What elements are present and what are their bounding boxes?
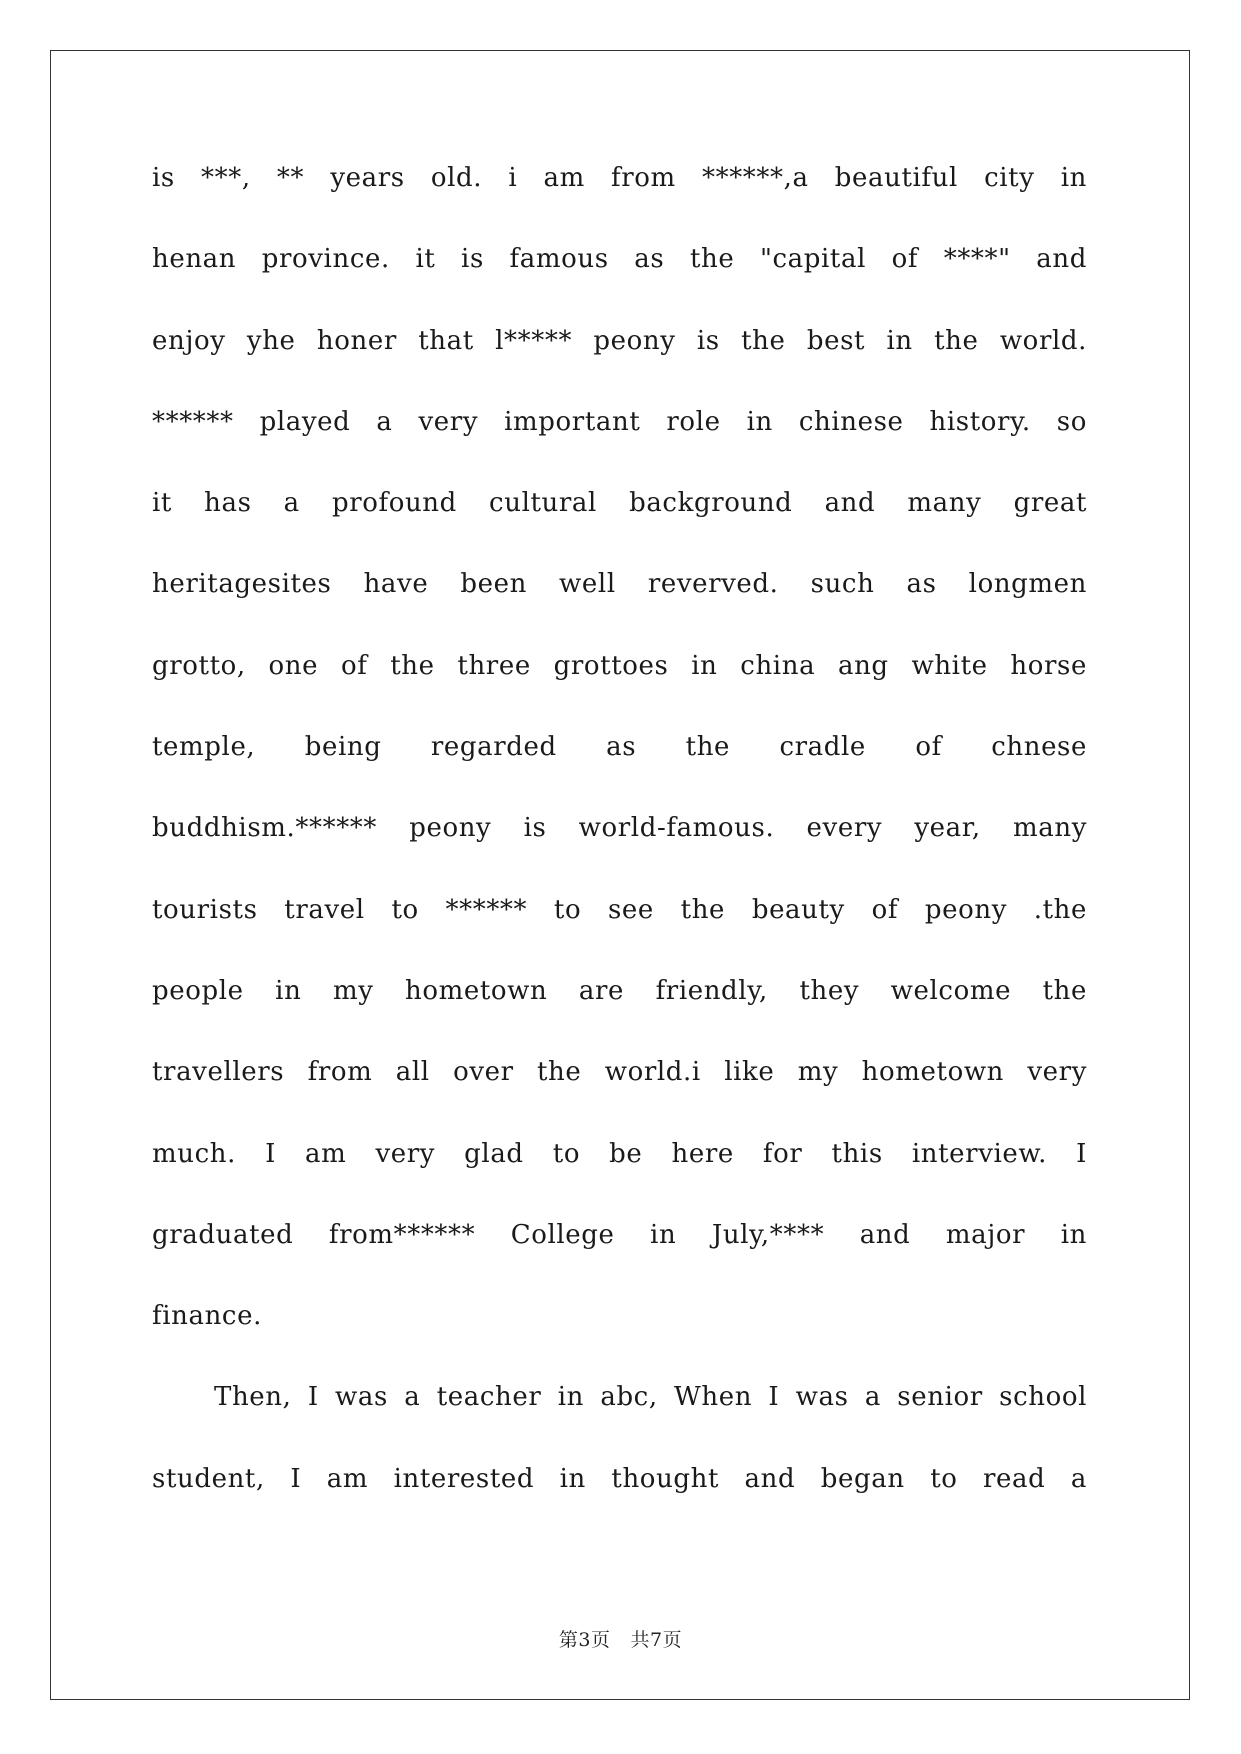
- text-line: people in my hometown are friendly, they welcome the: [152, 975, 1087, 1006]
- text-line: heritagesites have been well reverved. such as longmen: [152, 569, 1087, 600]
- paragraph-first-line: Then, I was a teacher in abc, When I was a senior school: [214, 1382, 1087, 1413]
- text-line: is ***, ** years old. i am from ******,a beautiful city in: [152, 163, 1087, 193]
- text-line: buddhism.****** peony is world-famous. every year, many: [152, 813, 1087, 844]
- page-total: 共7页: [630, 1629, 683, 1651]
- text-line: enjoy yhe honer that l***** peony is the best in the world.: [152, 325, 1087, 356]
- page-footer: [0, 1625, 1241, 1652]
- text-line: henan province. it is famous as the "capital of ****" and: [152, 244, 1087, 275]
- text-line: graduated from****** College in July,**** and major in: [152, 1219, 1087, 1250]
- text-line: finance.: [152, 1301, 262, 1332]
- text-line: grotto, one of the three grottoes in china ang white horse: [152, 650, 1087, 681]
- text-line: temple, being regarded as the cradle of chnese: [152, 732, 1087, 763]
- document-body: [152, 158, 1087, 1540]
- text-line: much. I am very glad to be here for this interview. I: [152, 1138, 1087, 1169]
- text-line: student, I am interested in thought and began to read a: [152, 1463, 1087, 1494]
- text-line: travellers from all over the world.i like my hometown very: [152, 1057, 1087, 1088]
- text-line: ****** played a very important role in chinese history. so: [152, 406, 1087, 437]
- text-line: tourists travel to ****** to see the beauty of peony .the: [152, 894, 1087, 925]
- text-line: it has a profound cultural background and many great: [152, 488, 1087, 519]
- page-number: 第3页: [558, 1629, 611, 1651]
